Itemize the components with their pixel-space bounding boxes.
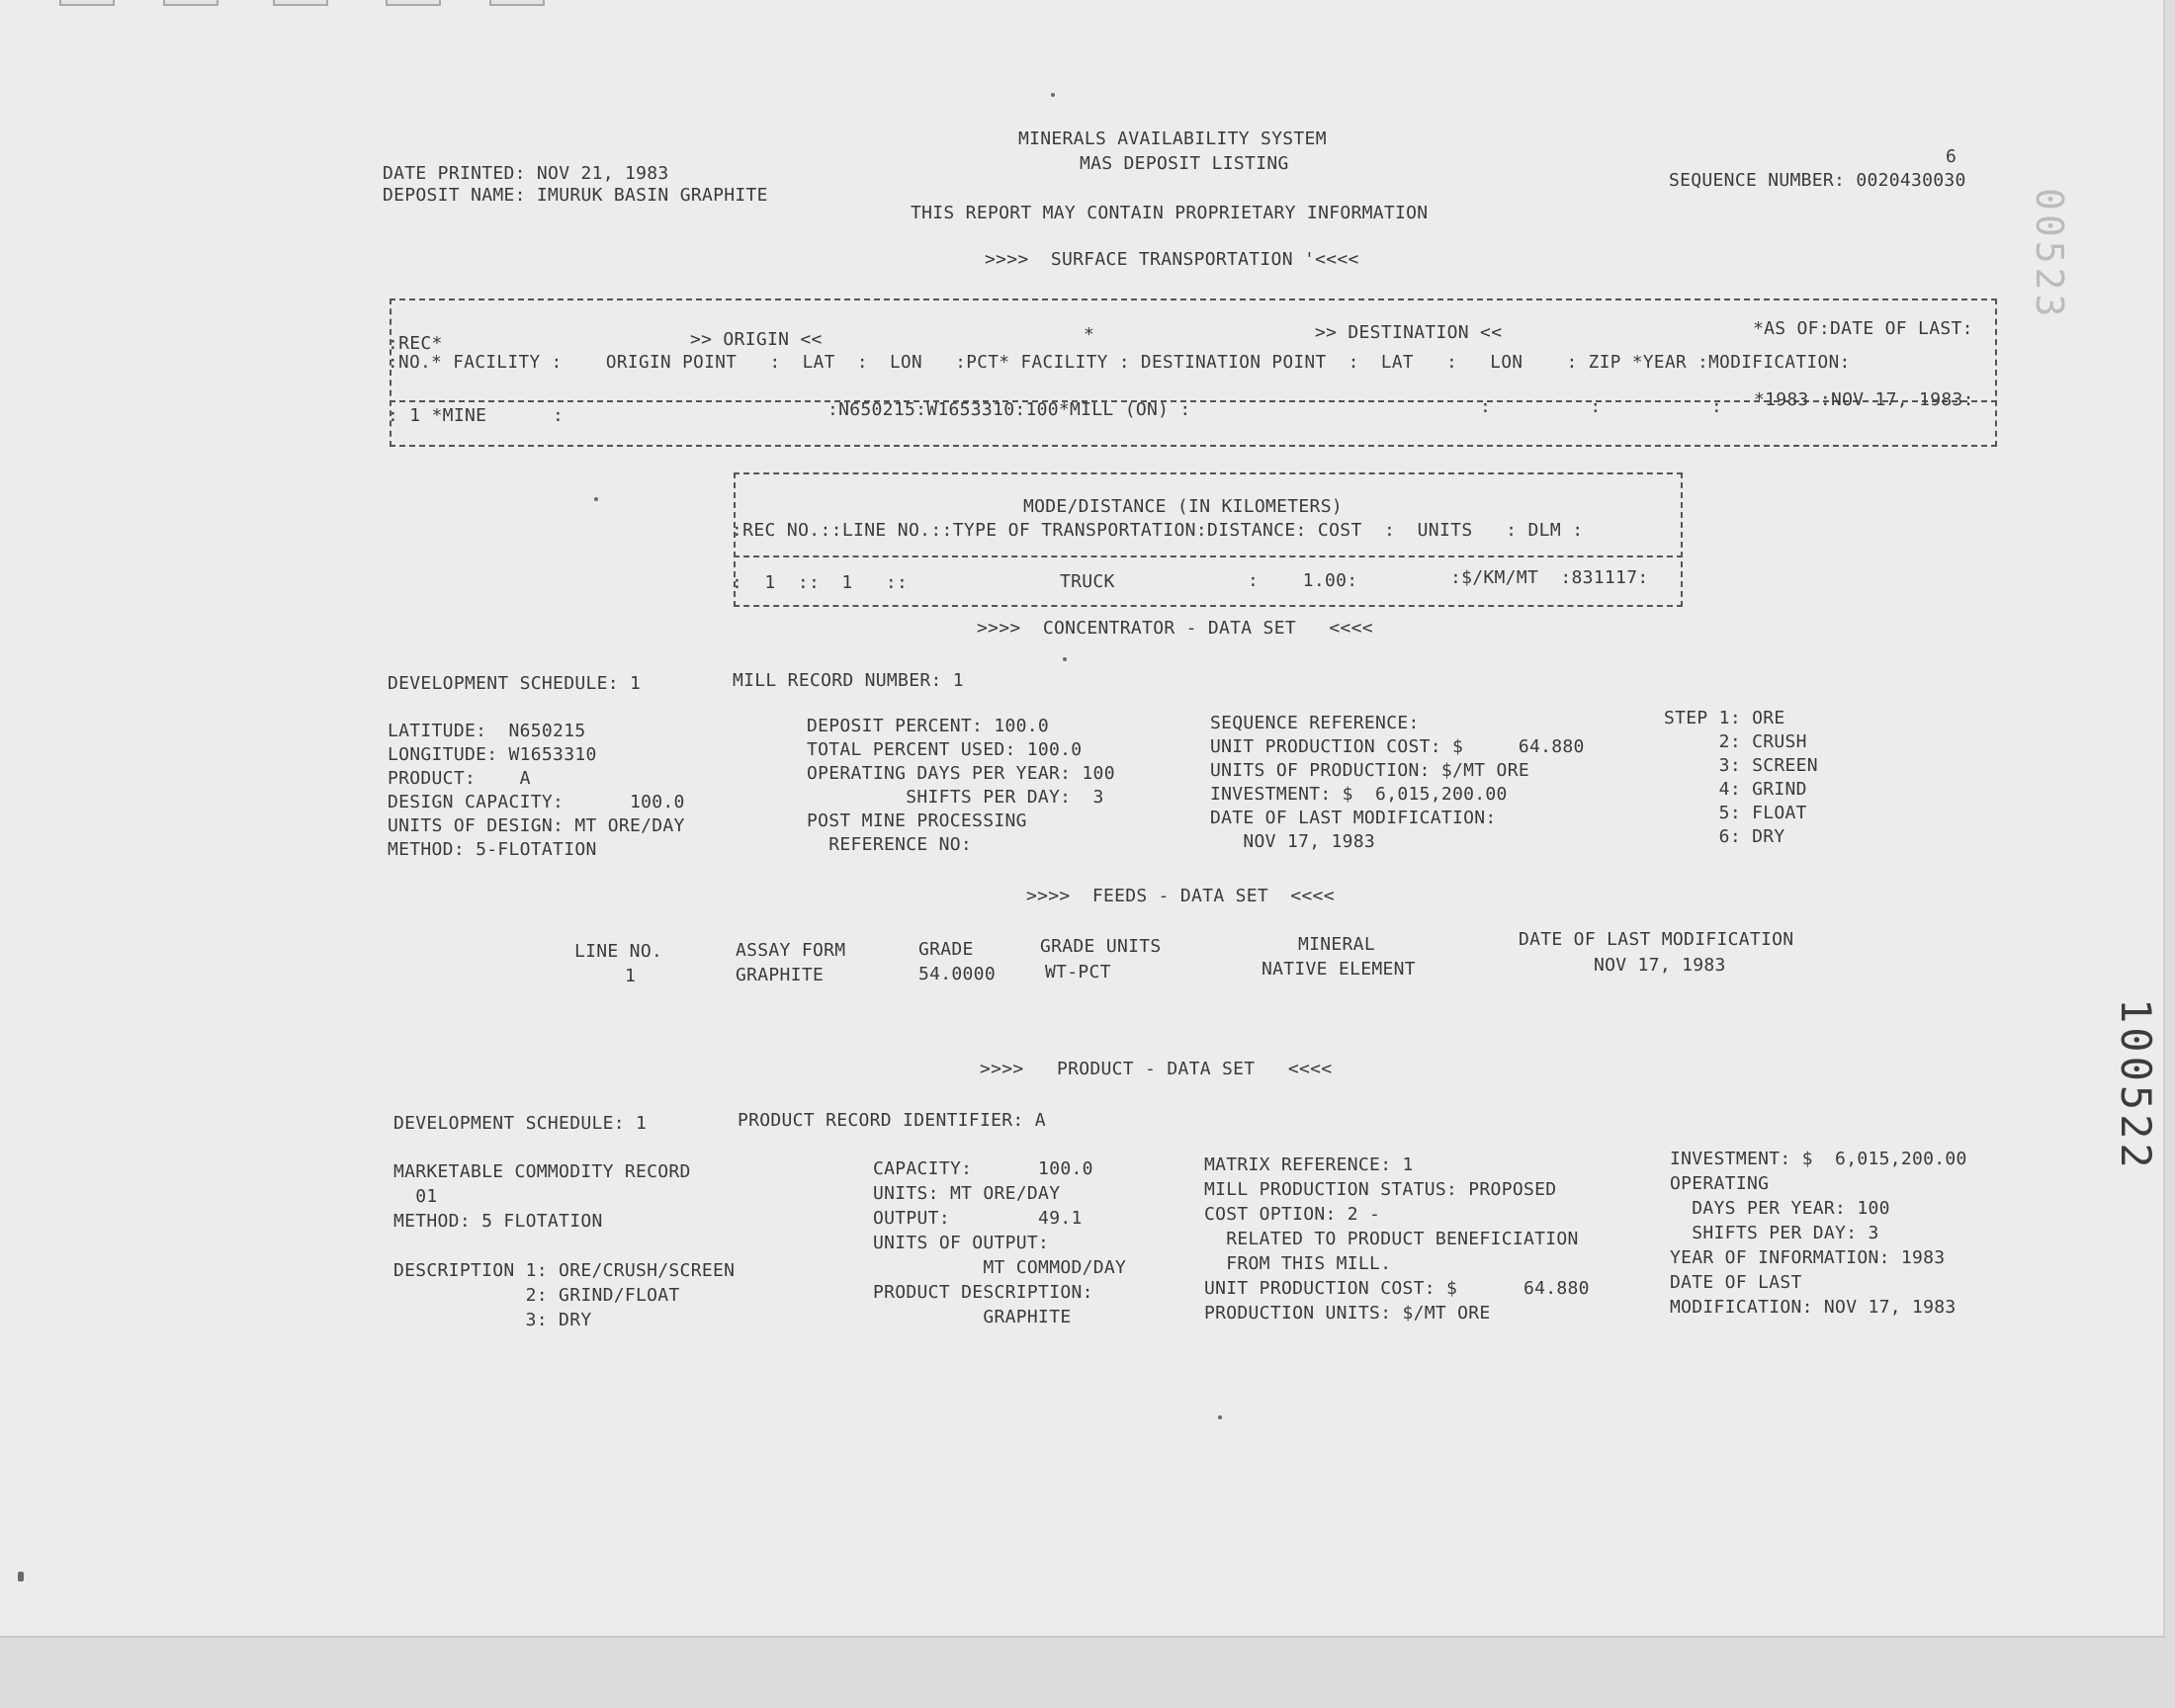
punch-mark (386, 0, 441, 6)
units-of-design: UNITS OF DESIGN: MT ORE/DAY (388, 815, 685, 836)
modification-date: MODIFICATION: NOV 17, 1983 (1670, 1297, 1957, 1318)
marketable-commodity-record: MARKETABLE COMMODITY RECORD (393, 1161, 691, 1182)
operating-label: OPERATING (1670, 1173, 1770, 1194)
product-investment: INVESTMENT: $ 6,015,200.00 (1670, 1149, 1967, 1169)
latitude: LATITUDE: N650215 (388, 721, 586, 741)
units-of-production: UNITS OF PRODUCTION: $/MT ORE (1210, 760, 1529, 781)
speck (1218, 1415, 1222, 1419)
total-percent-used: TOTAL PERCENT USED: 100.0 (807, 739, 1083, 760)
speck (1051, 93, 1055, 97)
product-record-identifier: PRODUCT RECORD IDENTIFIER: A (738, 1110, 1046, 1131)
step-item: 6: DRY (1664, 826, 1785, 847)
date-last-modification-label: DATE OF LAST MODIFICATION: (1210, 808, 1497, 828)
cost-option-detail-2: FROM THIS MILL. (1204, 1253, 1392, 1274)
row-origin-data: :N650215:W1653310:100*MILL (ON) : (827, 399, 1191, 420)
design-capacity: DESIGN CAPACITY: 100.0 (388, 792, 685, 812)
mill-production-status: MILL PRODUCTION STATUS: PROPOSED (1204, 1179, 1557, 1200)
row-rec-facility: : 1 *MINE : (388, 405, 565, 426)
origin-header: >> ORIGIN << (690, 329, 823, 350)
shifts-per-day: SHIFTS PER DAY: 3 (807, 787, 1104, 808)
destination-header: >> DESTINATION << (1315, 322, 1503, 343)
punch-mark (489, 0, 545, 6)
step-item: STEP 1: ORE (1664, 708, 1785, 728)
feeds-header-date: DATE OF LAST MODIFICATION (1519, 929, 1794, 950)
star-marker: * (1084, 324, 1095, 345)
row-year-modification: *1983 :NOV 17, 1983: (1754, 389, 1974, 410)
feeds-grade: 54.0000 (918, 964, 996, 984)
reference-no: REFERENCE NO: (807, 834, 973, 855)
surface-transportation-title: >>>> SURFACE TRANSPORTATION '<<<< (985, 249, 1359, 270)
feeds-grade-units: WT-PCT (1045, 962, 1111, 982)
method: METHOD: 5-FLOTATION (388, 839, 597, 860)
mode-rec-line: : 1 :: 1 :: (732, 572, 909, 593)
date-last-modification: NOV 17, 1983 (1210, 831, 1376, 852)
date-of-last-label: DATE OF LAST (1670, 1272, 1802, 1293)
longitude: LONGITUDE: W1653310 (388, 744, 597, 765)
feeds-header-line-no: LINE NO. (574, 941, 663, 962)
cost-option: COST OPTION: 2 - (1204, 1204, 1381, 1225)
feeds-mineral: NATIVE ELEMENT (1262, 959, 1416, 980)
step-item: 4: GRIND (1664, 779, 1807, 800)
feeds-assay-form: GRAPHITE (736, 965, 825, 985)
investment: INVESTMENT: $ 6,015,200.00 (1210, 784, 1508, 805)
column-header-row: :NO.* FACILITY : ORIGIN POINT : LAT : LON :PCT* FACILITY : DESTINATION POINT : LAT : LON : ZIP *YEAR :MODIFICATION: (388, 353, 1851, 373)
mill-record-number: MILL RECORD NUMBER: 1 (733, 670, 964, 691)
row-destination-cols: : : : (1480, 396, 1723, 417)
date-printed: DATE PRINTED: NOV 21, 1983 (383, 163, 669, 184)
description-3: 3: DRY (393, 1310, 592, 1330)
proprietary-notice: THIS REPORT MAY CONTAIN PROPRIETARY INFORMATION (911, 203, 1429, 223)
punch-mark (273, 0, 328, 6)
post-mine-processing: POST MINE PROCESSING (807, 811, 1027, 831)
feeds-header-grade-units: GRADE UNITS (1040, 936, 1162, 957)
capacity: CAPACITY: 100.0 (873, 1158, 1093, 1179)
as-of-header: *AS OF:DATE OF LAST: (1753, 318, 1973, 339)
product-description-label: PRODUCT DESCRIPTION: (873, 1282, 1093, 1303)
mode-units-dlm: :$/KM/MT :831117: (1450, 567, 1649, 588)
punch-mark (163, 0, 218, 6)
mode-distance-title: MODE/DISTANCE (IN KILOMETERS) (1023, 496, 1343, 517)
concentrator-title: >>>> CONCENTRATOR - DATA SET <<<< (977, 618, 1373, 639)
feeds-header-grade: GRADE (918, 939, 974, 960)
description-1: DESCRIPTION 1: ORE/CRUSH/SCREEN (393, 1260, 736, 1281)
description-2: 2: GRIND/FLOAT (393, 1285, 680, 1306)
listing-title: MAS DEPOSIT LISTING (1080, 153, 1289, 174)
feeds-header-assay-form: ASSAY FORM (736, 940, 846, 961)
speck (18, 1572, 24, 1581)
sequence-number: SEQUENCE NUMBER: 0020430030 (1669, 170, 1966, 191)
table-divider (734, 555, 1683, 557)
mode-type: TRUCK (1060, 571, 1115, 592)
commodity-record-number: 01 (393, 1186, 438, 1207)
mode-distance: : 1.00: (1248, 570, 1358, 591)
feeds-header-mineral: MINERAL (1298, 934, 1375, 955)
matrix-reference: MATRIX REFERENCE: 1 (1204, 1154, 1414, 1175)
product-dev-schedule: DEVELOPMENT SCHEDULE: 1 (393, 1113, 648, 1134)
units: UNITS: MT ORE/DAY (873, 1183, 1061, 1204)
rec-header: :REC* (388, 333, 443, 354)
margin-stamp-faint: 00523 (2028, 188, 2071, 321)
concentrator-dev-schedule: DEVELOPMENT SCHEDULE: 1 (388, 673, 642, 694)
system-title: MINERALS AVAILABILITY SYSTEM (1018, 128, 1327, 149)
unit-production-cost: UNIT PRODUCTION COST: $ 64.880 (1210, 736, 1585, 757)
feeds-title: >>>> FEEDS - DATA SET <<<< (1026, 886, 1335, 906)
page-number: 6 (1946, 146, 1958, 167)
year-of-information: YEAR OF INFORMATION: 1983 (1670, 1247, 1946, 1268)
output: OUTPUT: 49.1 (873, 1208, 1083, 1229)
step-item: 5: FLOAT (1664, 803, 1807, 823)
feeds-line-no: 1 (625, 966, 637, 986)
product-description: GRAPHITE (873, 1307, 1072, 1327)
deposit-name: DEPOSIT NAME: IMURUK BASIN GRAPHITE (383, 185, 768, 206)
production-units: PRODUCTION UNITS: $/MT ORE (1204, 1303, 1491, 1324)
product-method: METHOD: 5 FLOTATION (393, 1211, 603, 1232)
speck (594, 497, 598, 501)
margin-stamp: 100522 (2112, 998, 2160, 1172)
punch-mark (59, 0, 115, 6)
step-item: 2: CRUSH (1664, 731, 1807, 752)
days-per-year: DAYS PER YEAR: 100 (1670, 1198, 1890, 1219)
shifts-per-day-product: SHIFTS PER DAY: 3 (1670, 1223, 1879, 1243)
cost-option-detail-1: RELATED TO PRODUCT BENEFICIATION (1204, 1229, 1579, 1249)
step-item: 3: SCREEN (1664, 755, 1818, 776)
units-of-output-label: UNITS OF OUTPUT: (873, 1233, 1050, 1253)
sequence-reference: SEQUENCE REFERENCE: (1210, 713, 1420, 733)
product-title: >>>> PRODUCT - DATA SET <<<< (980, 1059, 1333, 1079)
deposit-percent: DEPOSIT PERCENT: 100.0 (807, 716, 1050, 736)
operating-days: OPERATING DAYS PER YEAR: 100 (807, 763, 1115, 784)
units-of-output: MT COMMOD/DAY (873, 1257, 1127, 1278)
speck (1063, 657, 1067, 661)
product-unit-cost: UNIT PRODUCTION COST: $ 64.880 (1204, 1278, 1590, 1299)
product: PRODUCT: A (388, 768, 531, 789)
mode-distance-header: :REC NO.::LINE NO.::TYPE OF TRANSPORTATION:DISTANCE: COST : UNITS : DLM : (732, 520, 1584, 541)
feeds-date: NOV 17, 1983 (1594, 955, 1726, 976)
